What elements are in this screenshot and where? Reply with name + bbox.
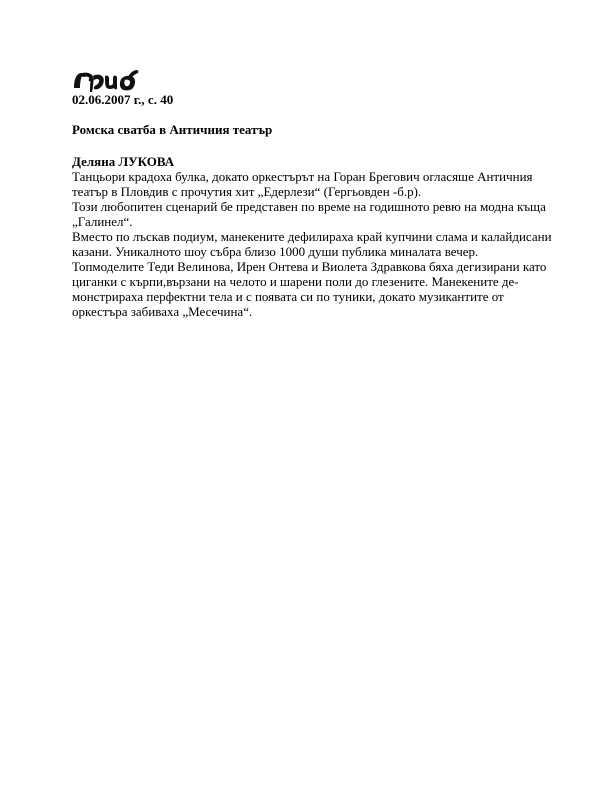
article-paragraph: Танцьори крадоха булка, докато оркестърът на Горан Брегович огласяше Античния театър в Пловдив с прочутия хит „Едерлези“ (Гергьовден -б.р).: [72, 169, 533, 199]
issue-date-page: 02.06.2007 г., с. 40: [72, 92, 174, 107]
article-paragraph: Вместо по лъскав подиум, манекените дефилираха край купчини слама и калайдисани казани. Уникалното шоу събра близо 1000 души публика миналата вечер.: [72, 229, 552, 259]
article-page: [72, 68, 552, 319]
trud-logo: [72, 68, 142, 92]
article-author: Деляна ЛУКОВА: [72, 154, 175, 169]
article-paragraph: Топмоделите Теди Велинова, Ирен Онтева и Виолета Здравкова бяха дегизирани като циганки с кърпи,вързани на челото и шарени поли до глезените. Манекените де-монстрираха перфектни тела и с появата си по туники, докато музикантите от оркестъра забиваха „Месечина“.: [72, 259, 547, 319]
article-body: [72, 169, 552, 319]
article-headline: Ромска сватба в Античния театър: [72, 122, 273, 137]
article-paragraph: Този любопитен сценарий бе представен по време на годишното ревю на модна къща „Галинел“.: [72, 199, 546, 229]
